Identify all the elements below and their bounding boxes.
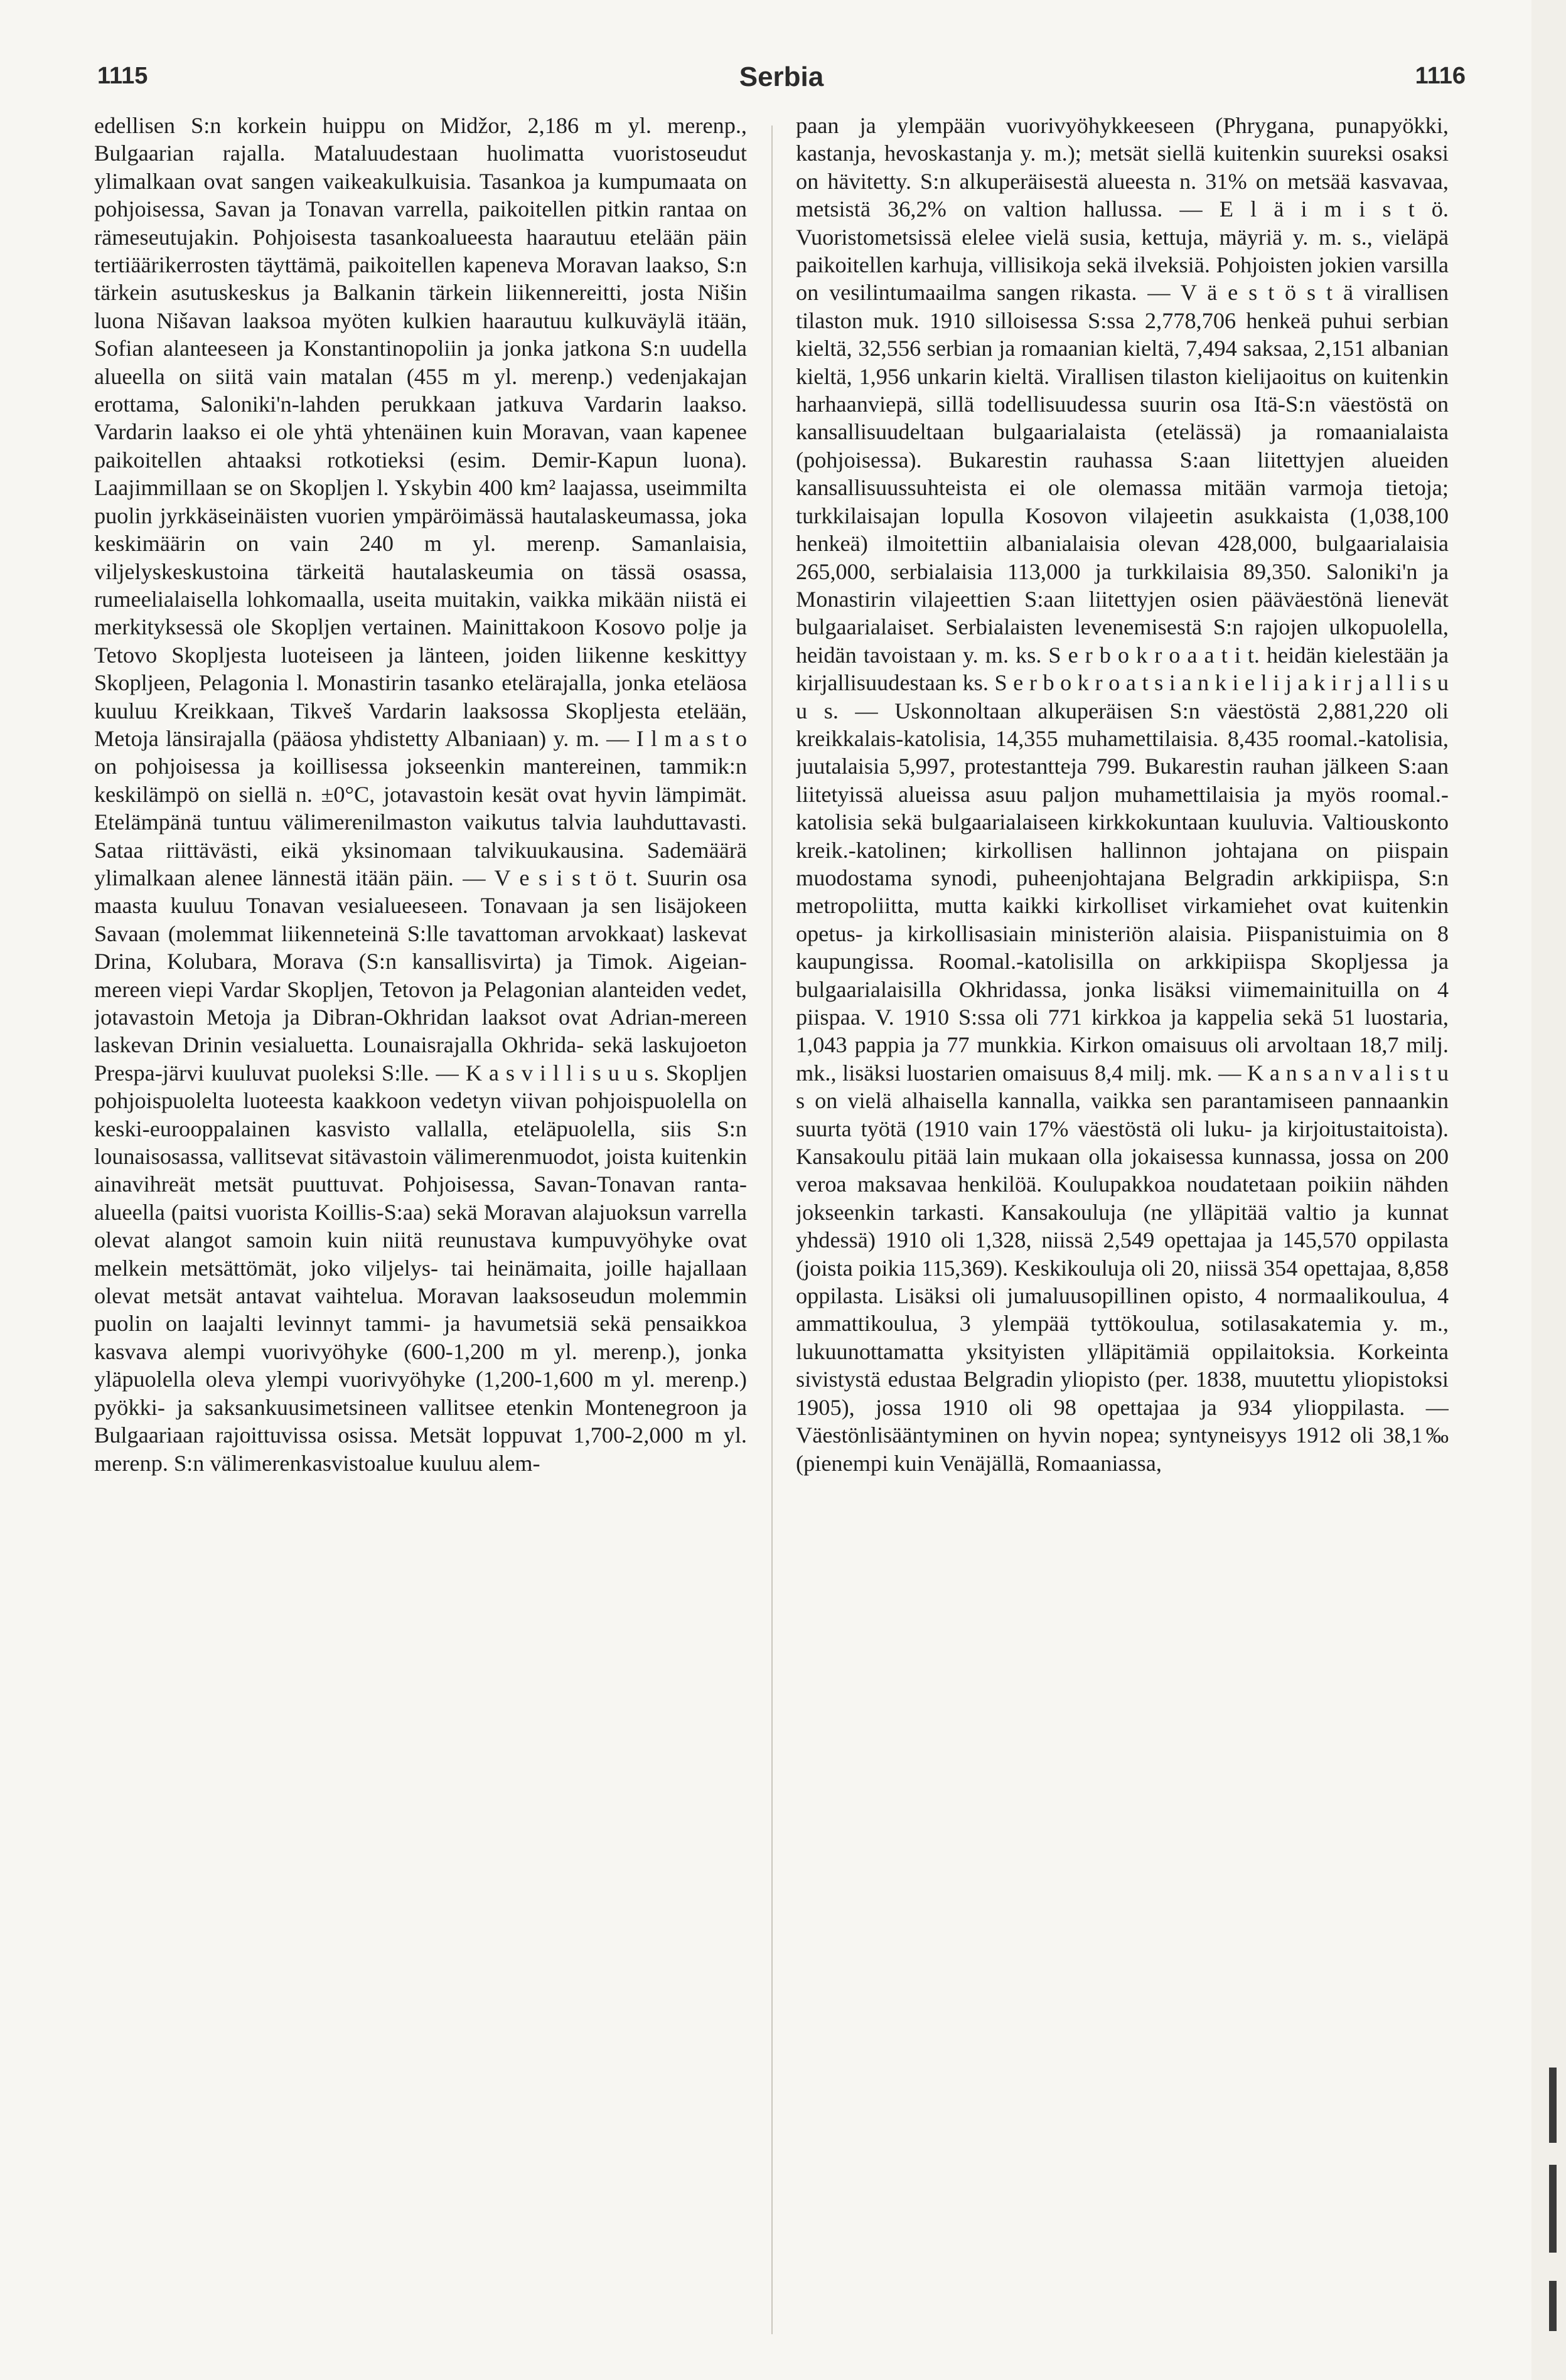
- page-header: [97, 58, 1466, 102]
- right-column-text: paan ja ylempään vuorivyöhykkeeseen (Phrygana, punapyökki, kastanja, hevoskastanja y. m.); metsät siellä kuitenkin suureksi osaksi on hävitetty. S:n alkuperäisestä alueesta n. 31% on metsää kasvavaa, metsistä 36,2% on valtion hallussa. — E l ä i m i s t ö. Vuoristometsissä elelee vielä susia, kettuja, mäyriä y. m. s., vieläpä paikoitellen karhuja, villisikoja sekä ilveksiä. Pohjoisten jokien varsilla on vesilintumaailma sangen rikasta. — V ä e s t ö s t ä virallisen tilaston muk. 1910 silloisessa S:ssa 2,778,706 henkeä puhui serbian kieltä, 32,556 serbian ja romaanian kieltä, 7,494 saksaa, 2,151 albanian kieltä, 1,956 unkarin kieltä. Virallisen tilaston kielijaoitus on kuitenkin harhaanviepä, sillä todellisuudessa suurin osa Itä-S:n väestöstä on kansallisuudeltaan bulgaarialaista (etelässä) ja romaanialaista (pohjoisessa). Bukarestin rauhassa S:aan liitettyjen alueiden kansallisuussuhteista ei ole olemassa mitään varmoja tietoja; turkkilaisajan lopulla Kosovon vilajeetin asukkaista (1,038,100 henkeä) ilmoitettiin albanialaisia olevan 428,000, bulgaarialaisia 265,000, serbialaisia 113,000 ja turkkilaisia 89,350. Saloniki'n ja Monastirin vilajeettien S:aan liitettyjen osien pääväestönä lienevät bulgaarialaiset. Serbialaisten levenemisestä S:n rajojen ulkopuolella, heidän tavoistaan y. m. ks. S e r b o k r o a a t i t. heidän kielestään ja kirjallisuudestaan ks. S e r b o k r o a t s i a n k i e l i j a k i r j a l l i s u u s. — Uskonnoltaan alkuperäisen S:n väestöstä 2,881,220 oli kreikkalais-katolisia, 14,355 muhamettilaisia. 8,435 roomal.-katolisia, juutalaisia 5,997, protestantteja 799. Bukarestin rauhan jälkeen S:aan liitetyissä alueissa asuu paljon muhamettilaisia ja myös roomal.-katolisia sekä bulgaarialaiseen kirkkokuntaan kuuluvia. Valtiouskonto kreik.-katolinen; kirkollisen hallinnon johtajana on piispain muodostama synodi, puheenjohtajana Belgradin arkkipiispa, S:n metropoliitta, mutta kaikki kirkolliset virkamiehet ovat kuitenkin opetus- ja kirkollisasiain ministeriön alaisia. Piispanistuimia on 8 kaupungissa. Roomal.-katolisilla on arkkipiispa Skopljessa ja bulgaarialaisilla Okhridassa, jonka lisäksi viimemainituilla on 4 piispaa. V. 1910 S:ssa oli 771 kirkkoa ja kappelia sekä 51 luostaria, 1,043 pappia ja 77 munkkia. Kirkon omaisuus oli arvoltaan 18,7 milj. mk., lisäksi luostarien omaisuus 8,4 milj. mk. — K a n s a n v a l i s t u s on vielä alhaisella kannalla, vaikka sen parantamiseen pannaankin suurta työtä (1910 vain 17% väestöstä oli luku- ja kirjoitustaitoista). Kansakoulu pitää lain mukaan olla jokaisessa kunnassa, jossa on 200 veroa maksavaa henkilöä. Koulupakkoa noudatetaan poikiin nähden jokseenkin tarkasti. Kansakouluja (ne ylläpitää valtio ja kunnat yhdessä) 1910 oli 1,328, niissä 2,549 opettajaa ja 145,570 oppilasta (joista poikia 115,369). Keskikouluja oli 20, niissä 354 opettajaa, 8,858 oppilasta. Lisäksi oli jumaluusopillinen opisto, 4 normaalikoulua, 4 ammattikoulua, 3 ylempää tyttökoulua, sotilasakatemia y. m., lukuunottamatta yksityisten ylläpitämiä oppilaitoksia. Korkeinta sivistystä edustaa Belgradin yliopisto (per. 1838, muutettu yliopistoksi 1905), jossa 1910 oli 98 opettajaa ja 934 ylioppilasta. — Väestönlisääntyminen on hyvin nopea; syntyneisyys 1912 oli 38,1‰ (pienempi kuin Venäjällä, Romaaniassa,: [796, 113, 1449, 1476]
- left-column: [94, 112, 747, 2345]
- page-number-left: 1115: [97, 63, 148, 89]
- scan-edge-mark: [1549, 2068, 1557, 2143]
- scan-edge-mark: [1549, 2281, 1557, 2331]
- page-number-right: 1116: [1415, 63, 1466, 89]
- right-column: [796, 112, 1449, 2345]
- scan-edge-mark: [1549, 2165, 1557, 2253]
- scan-edge: [1531, 0, 1566, 2380]
- running-title: Serbia: [739, 61, 824, 92]
- column-divider: [771, 125, 773, 2334]
- left-column-text: edellisen S:n korkein huippu on Midžor, 2,186 m yl. merenp., Bulgaarian rajalla. Mataluudestaan huolimatta vuoristoseudut ylimalkaan ovat sangen vaikeakulkuisia. Tasankoa ja kumpumaata on pohjoisessa, Savan ja Tonavan varrella, paikoitellen pitkin rantaa on rämeseutujakin. Pohjoisesta tasankoalueesta haarautuu etelään päin tertiäärikerrosten täyttämä, paikoitellen kapeneva Moravan laakso, S:n tärkein asutuskeskus ja Balkanin tärkein liikennereitti, josta Nišin luona Nišavan laaksoa myöten kulkien haarautuu kulkuväylä itään, Sofian alanteeseen ja Konstantinopoliin ja jonka jatkona S:n uudella alueella on siitä vain matalan (455 m yl. merenp.) vedenjakajan erottama, Saloniki'n-lahden perukkaan jatkuva Vardarin laakso. Vardarin laakso ei ole yhtä yhtenäinen kuin Moravan, vaan kapenee paikoitellen ahtaaksi rotkotieksi (esim. Demir-Kapun luona). Laajimmillaan se on Skopljen l. Yskybin 400 km² laajassa, useimmilta puolin jyrkkäseinäisten vuorien ympäröimässä hautalaskeumassa, joka keskimäärin on vain 240 m yl. merenp. Samanlaisia, viljelyskeskustoina tärkeitä hautalaskeumia on tässä osassa, rumeelialaisella lohkomaalla, useita muitakin, vaikka mikään niistä ei merkityksessä ole Skopljen vertainen. Mainittakoon Kosovo polje ja Tetovo Skopljesta luoteiseen ja länteen, joiden liikenne keskittyy Skopljeen, Pelagonia l. Monastirin tasanko etelärajalla, jonka eteläosa kuuluu Kreikkaan, Tikveš Vardarin laaksossa Skopljesta etelään, Metoja länsirajalla (pääosa yhdistetty Albaniaan) y. m. — I l m a s t o on pohjoisessa ja koillisessa jokseenkin mantereinen, tammik:n keskilämpö on siellä n. ±0°C, jotavastoin kesät ovat hyvin lämpimät. Etelämpänä tuntuu välimerenilmaston vaikutus talvia lauhduttavasti. Sataa riittävästi, eikä yksinomaan talvikuukausina. Sademäärä ylimalkaan alenee lännestä itään päin. — V e s i s t ö t. Suurin osa maasta kuuluu Tonavan vesialueeseen. Tonavaan ja sen lisäjokeen Savaan (molemmat liikenneteinä S:lle tavattoman arvokkaat) laskevat Drina, Kolubara, Morava (S:n kansallisvirta) ja Timok. Aigeian-mereen viepi Vardar Skopljen, Tetovon ja Pelagonian alanteiden vedet, jotavastoin Metoja ja Dibran-Okhridan laaksot ovat Adrian-mereen laskevan Drinin vesialuetta. Lounaisrajalla Okhrida- sekä laskujoeton Prespa-järvi kuuluvat puoleksi S:lle. — K a s v i l l i s u u s. Skopljen pohjoispuolelta luoteesta kaakkoon vedetyn viivan pohjoispuolella on keski-eurooppalainen kasvisto vallalla, eteläpuolella, siis S:n lounaisosassa, vallitsevat sitävastoin välimerenmuodot, joista kuitenkin ainavihreät metsät puuttuvat. Pohjoisessa, Savan-Tonavan ranta-alueella (paitsi vuorista Koillis-S:aa) sekä Moravan alajuoksun varrella olevat alangot samoin kuin niitä reunustava kumpuvyöhyke ovat melkein metsättömät, joko viljelys- tai heinämaita, joille hajallaan olevat metsät antavat vaihtelua. Moravan laaksoseudun molemmin puolin on laajalti levinnyt tammi- ja havumetsiä sekä pensaikkoa kasvava alempi vuorivyöhyke (600-1,200 m yl. merenp.), jonka yläpuolella oleva ylempi vuorivyöhyke (1,200-1,600 m yl. merenp.) pyökki- ja saksankuusimetsineen vallitsee etenkin Montenegroon ja Bulgaariaan rajoittuvissa osissa. Metsät loppuvat 1,700-2,000 m yl. merenp. S:n välimerenkasvistoalue kuuluu alem-: [94, 113, 747, 1476]
